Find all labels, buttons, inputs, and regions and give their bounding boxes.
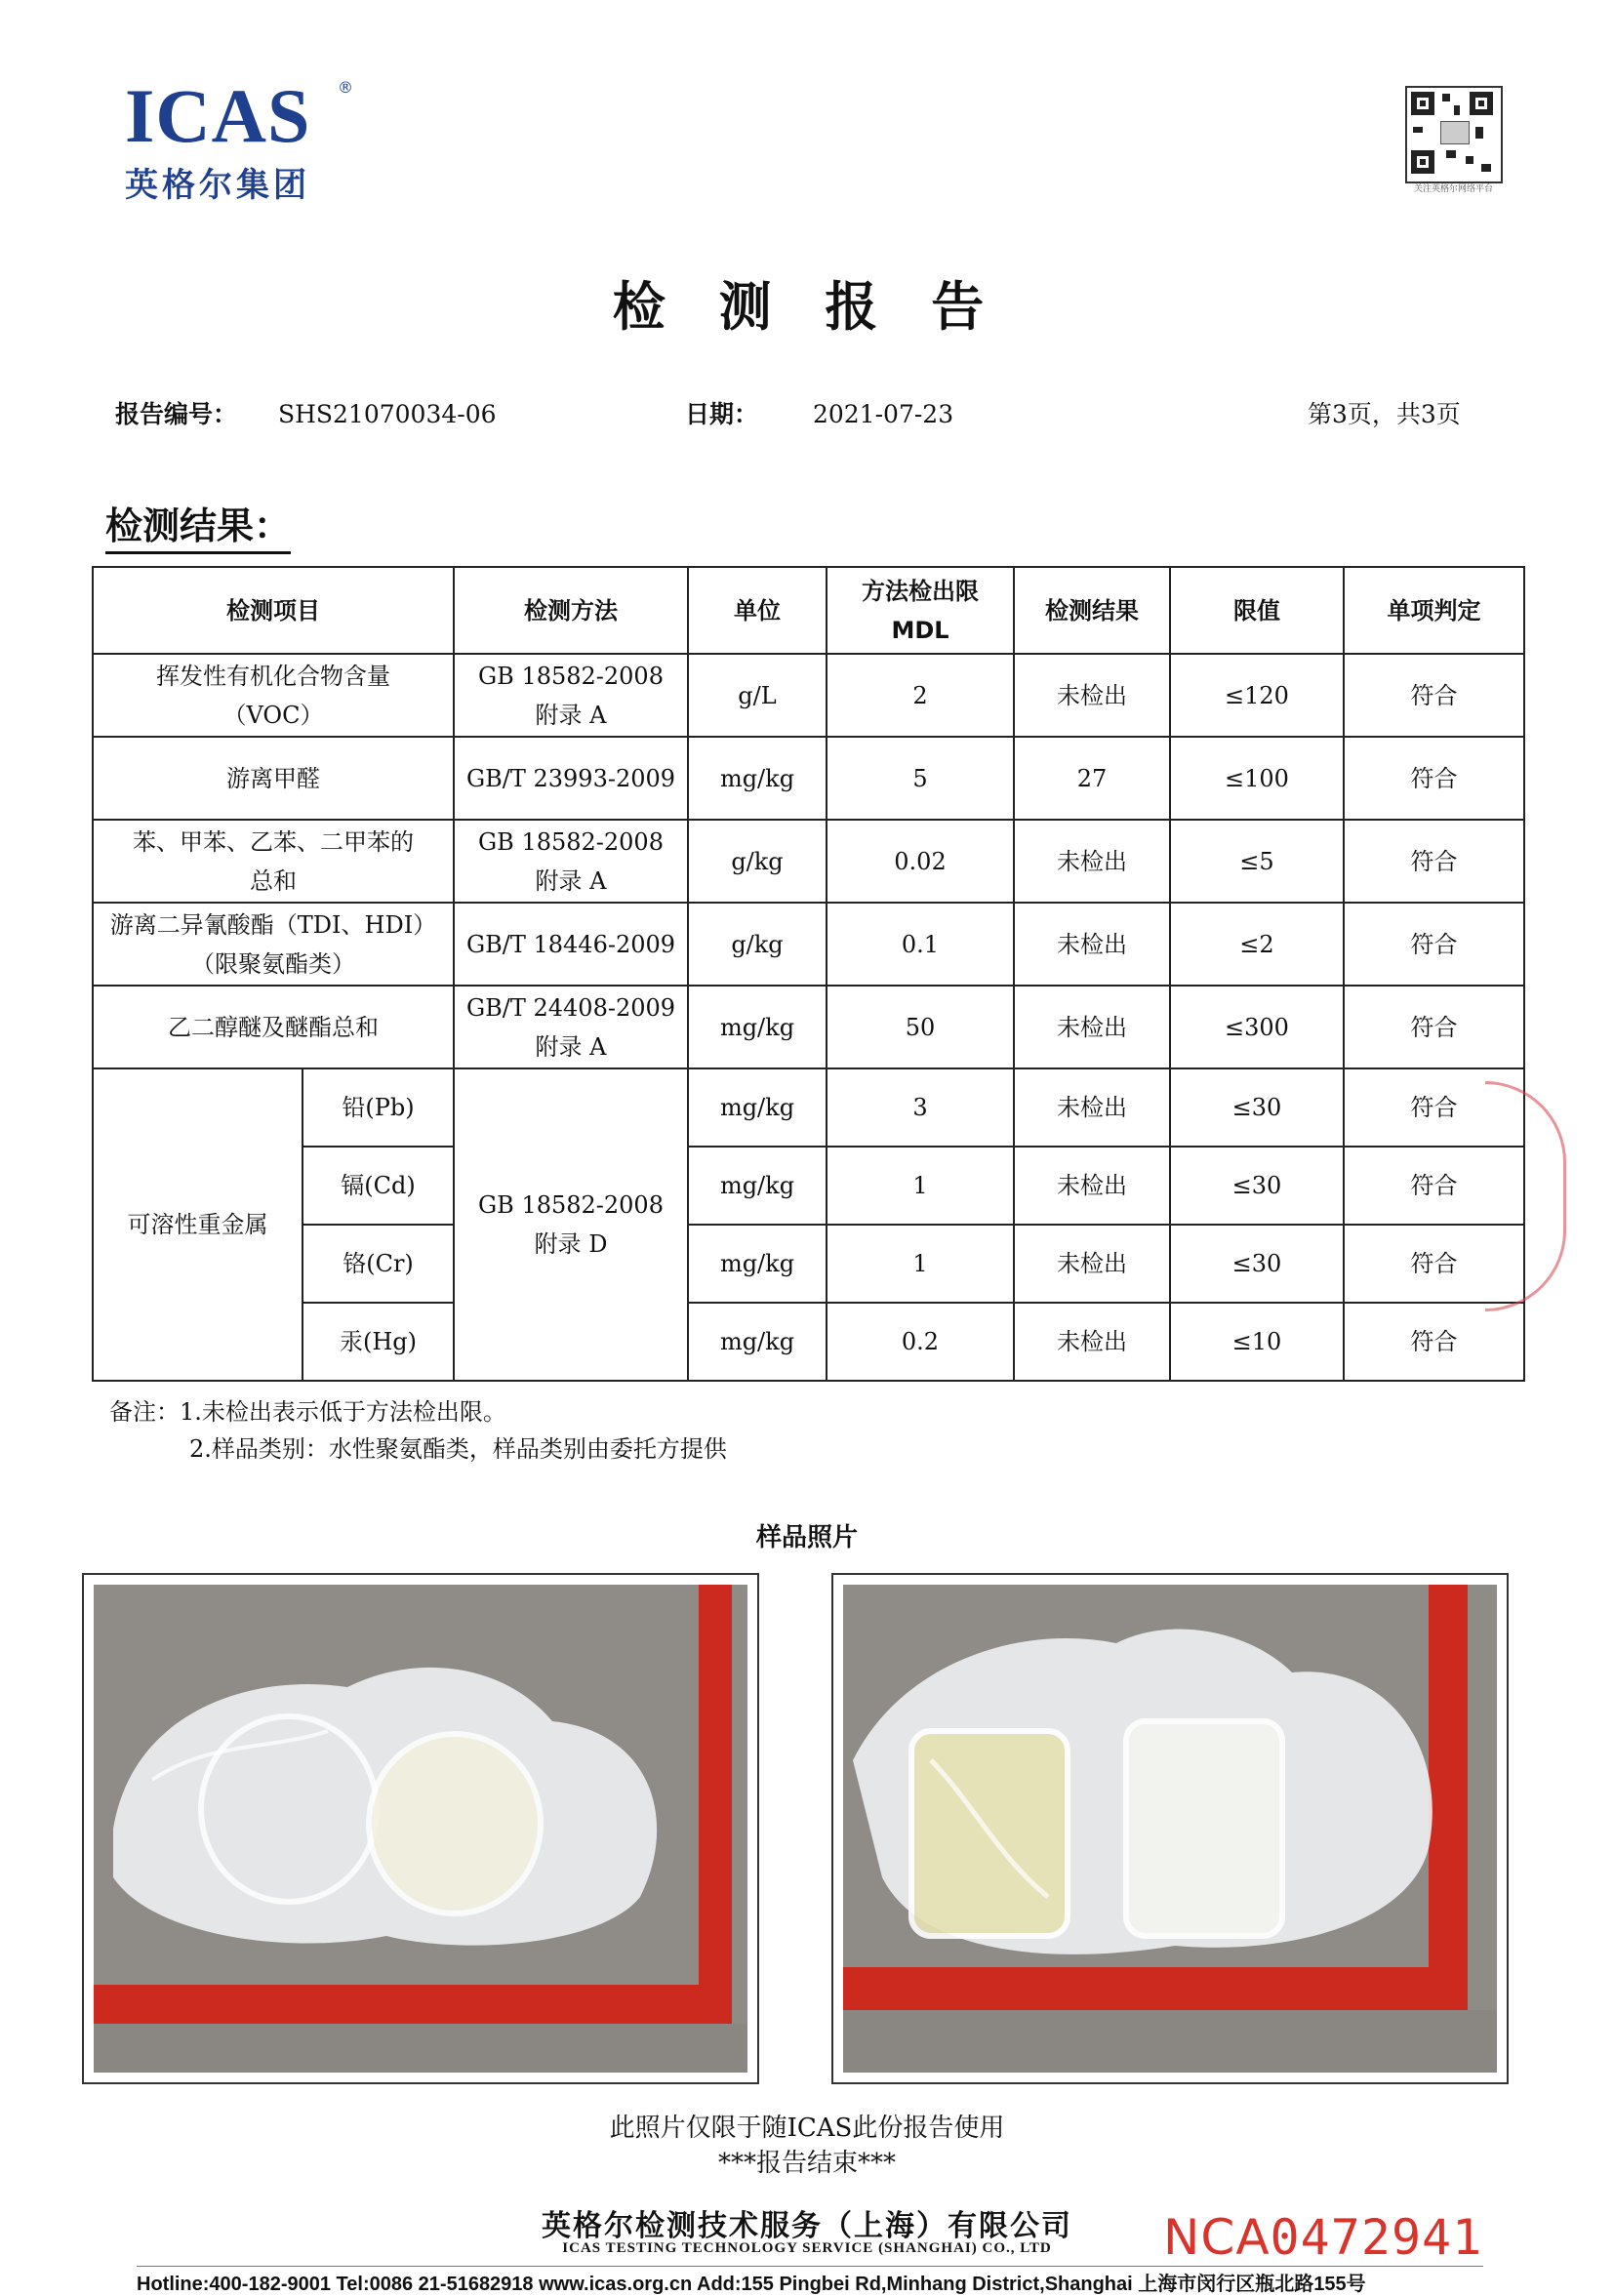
cell-element: 铬(Cr): [303, 1225, 454, 1303]
cell-item: 乙二醇醚及醚酯总和: [93, 986, 454, 1068]
photo-graphic: [843, 1585, 1497, 2073]
cell-heavy-metal-group: 可溶性重金属: [93, 1068, 303, 1381]
cell-unit: g/L: [688, 654, 827, 737]
cell-unit: g/kg: [688, 903, 827, 986]
cell-judgement: 符合: [1344, 1225, 1524, 1303]
sample-photo-2: [831, 1573, 1509, 2084]
date-value: 2021-07-23: [812, 400, 954, 428]
table-row: [93, 820, 1524, 903]
cell-heavy-metal-method: [454, 1068, 688, 1381]
cell-judgement: 符合: [1344, 1068, 1524, 1147]
cell-mdl: 0.2: [827, 1303, 1014, 1381]
cell-element: 铅(Pb): [303, 1068, 454, 1147]
table-row: [93, 903, 1524, 986]
cell-result: 未检出: [1014, 986, 1170, 1068]
cell-unit: mg/kg: [688, 737, 827, 820]
report-number: [115, 395, 497, 430]
item-line1: 游离二异氰酸酯（TDI、HDI）: [109, 910, 437, 939]
cell-result: 未检出: [1014, 1068, 1170, 1147]
header-result: 检测结果: [1014, 567, 1170, 654]
results-table: [92, 566, 1525, 1382]
cell-judgement: 符合: [1344, 903, 1524, 986]
serial-prefix: NCA: [1163, 2209, 1271, 2266]
date-label: 日期：: [685, 400, 759, 428]
cell-mdl: 3: [827, 1068, 1014, 1147]
cell-judgement: 符合: [1344, 654, 1524, 737]
cell-judgement: 符合: [1344, 1303, 1524, 1381]
qr-caption: 关注英格尔网络平台: [1413, 184, 1493, 194]
cell-method: GB/T 23993-2009: [454, 737, 688, 820]
logo-subtitle: 英格尔集团: [125, 166, 310, 205]
cell-limit: ≤5: [1170, 820, 1344, 903]
table-header-row: [93, 567, 1524, 654]
cell-mdl: 0.02: [827, 820, 1014, 903]
cell-limit: ≤30: [1170, 1225, 1344, 1303]
photo-usage-note: 此照片仅限于随ICAS此份报告使用: [609, 2114, 1005, 2143]
sample-photo-1: [82, 1573, 759, 2084]
serial-digits: 0472941: [1270, 2209, 1483, 2266]
registered-mark: ®: [338, 78, 353, 97]
header-judgement: 单项判定: [1344, 567, 1524, 654]
cell-result: 未检出: [1014, 1225, 1170, 1303]
table-row: [93, 1303, 1524, 1381]
notes: [109, 1393, 727, 1468]
cell-item: [93, 654, 454, 737]
header-unit: 单位: [688, 567, 827, 654]
cell-item: [93, 820, 454, 903]
cell-mdl: 1: [827, 1225, 1014, 1303]
cell-method: [454, 654, 688, 737]
cell-unit: g/kg: [688, 820, 827, 903]
contact-info: Hotline:400-182-9001 Tel:0086 21-51682918 www.icas.org.cn Add:155 Pingbei Rd,Minhang District,Shanghai 上海市闵行区瓶北路155号: [137, 2274, 1366, 2295]
photo-graphic: [94, 1585, 747, 2073]
company-name-en: ICAS TESTING TECHNOLOGY SERVICE (SHANGHAI) CO., LTD: [562, 2240, 1052, 2256]
note-line2: 2.样品类别：水性聚氨酯类，样品类别由委托方提供: [189, 1435, 727, 1463]
cell-mdl: 1: [827, 1147, 1014, 1225]
header-mdl-line1: 方法检出限: [862, 577, 979, 605]
cell-method: [454, 986, 688, 1068]
cell-unit: mg/kg: [688, 1068, 827, 1147]
cell-judgement: 符合: [1344, 737, 1524, 820]
cell-element: 汞(Hg): [303, 1303, 454, 1381]
method-line2: 附录 D: [534, 1230, 608, 1258]
cell-mdl: 5: [827, 737, 1014, 820]
cell-unit: mg/kg: [688, 1225, 827, 1303]
method-line1: GB 18582-2008: [478, 827, 664, 856]
table-row: [93, 1147, 1524, 1225]
cell-result: 27: [1014, 737, 1170, 820]
company-name-cn: 英格尔检测技术服务（上海）有限公司: [542, 2209, 1072, 2243]
cell-unit: mg/kg: [688, 1303, 827, 1381]
cell-limit: ≤100: [1170, 737, 1344, 820]
cell-judgement: 符合: [1344, 1147, 1524, 1225]
icas-logo: [125, 73, 353, 206]
cell-method: [454, 820, 688, 903]
cell-unit: mg/kg: [688, 986, 827, 1068]
cell-limit: ≤30: [1170, 1068, 1344, 1147]
table-row: [93, 1225, 1524, 1303]
photos-title: 样品照片: [755, 1523, 858, 1552]
header-limit: 限值: [1170, 567, 1344, 654]
header-mdl: [827, 567, 1014, 654]
table-row: [93, 737, 1524, 820]
note-line1: 备注：1.未检出表示低于方法检出限。: [109, 1398, 506, 1426]
item-line1: 苯、甲苯、乙苯、二甲苯的: [133, 827, 414, 856]
cell-result: 未检出: [1014, 1147, 1170, 1225]
report-end-marker: ***报告结束***: [717, 2149, 896, 2178]
photo-image: [94, 1585, 747, 2073]
cell-item: [93, 903, 454, 986]
report-date: [685, 395, 953, 430]
cell-limit: ≤10: [1170, 1303, 1344, 1381]
method-line1: GB/T 24408-2009: [465, 993, 676, 1022]
header-mdl-line2: MDL: [891, 616, 949, 644]
logo-mark: ICAS: [125, 73, 311, 158]
cell-item: 游离甲醛: [93, 737, 454, 820]
item-line2: （限聚氨酯类）: [191, 949, 355, 978]
cell-mdl: 0.1: [827, 903, 1014, 986]
document-title: 检 测 报 告: [612, 276, 1002, 338]
table-row: [93, 986, 1524, 1068]
header-method: 检测方法: [454, 567, 688, 654]
cell-method: GB/T 18446-2009: [454, 903, 688, 986]
item-line2: （VOC）: [222, 701, 324, 729]
footer-divider: [137, 2266, 1483, 2267]
cell-result: 未检出: [1014, 654, 1170, 737]
cell-result: 未检出: [1014, 1303, 1170, 1381]
cell-element: 镉(Cd): [303, 1147, 454, 1225]
cell-limit: ≤30: [1170, 1147, 1344, 1225]
report-number-value: SHS21070034-06: [277, 400, 497, 428]
cell-mdl: 50: [827, 986, 1014, 1068]
photo-image: [843, 1585, 1497, 2073]
item-line2: 总和: [250, 866, 297, 895]
qr-code: [1405, 86, 1503, 183]
cell-limit: ≤300: [1170, 986, 1344, 1068]
method-line1: GB 18582-2008: [478, 662, 664, 690]
cell-limit: ≤120: [1170, 654, 1344, 737]
item-line1: 挥发性有机化合物含量: [156, 662, 390, 690]
cell-judgement: 符合: [1344, 820, 1524, 903]
method-line1: GB 18582-2008: [478, 1191, 664, 1219]
cell-unit: mg/kg: [688, 1147, 827, 1225]
section-title: 检测结果：: [105, 496, 291, 554]
serial-number: [1163, 2209, 1482, 2266]
header-item: 检测项目: [93, 567, 454, 654]
cell-limit: ≤2: [1170, 903, 1344, 986]
report-number-label: 报告编号：: [115, 400, 238, 428]
cell-result: 未检出: [1014, 903, 1170, 986]
seal-stamp: [1485, 1081, 1566, 1311]
cell-mdl: 2: [827, 654, 1014, 737]
page-info: 第3页，共3页: [1308, 400, 1461, 428]
method-line2: 附录 A: [535, 866, 607, 895]
cell-result: 未检出: [1014, 820, 1170, 903]
table-row: [93, 654, 1524, 737]
method-line2: 附录 A: [535, 701, 607, 729]
table-row: [93, 1068, 1524, 1147]
cell-judgement: 符合: [1344, 986, 1524, 1068]
method-line2: 附录 A: [535, 1032, 607, 1061]
